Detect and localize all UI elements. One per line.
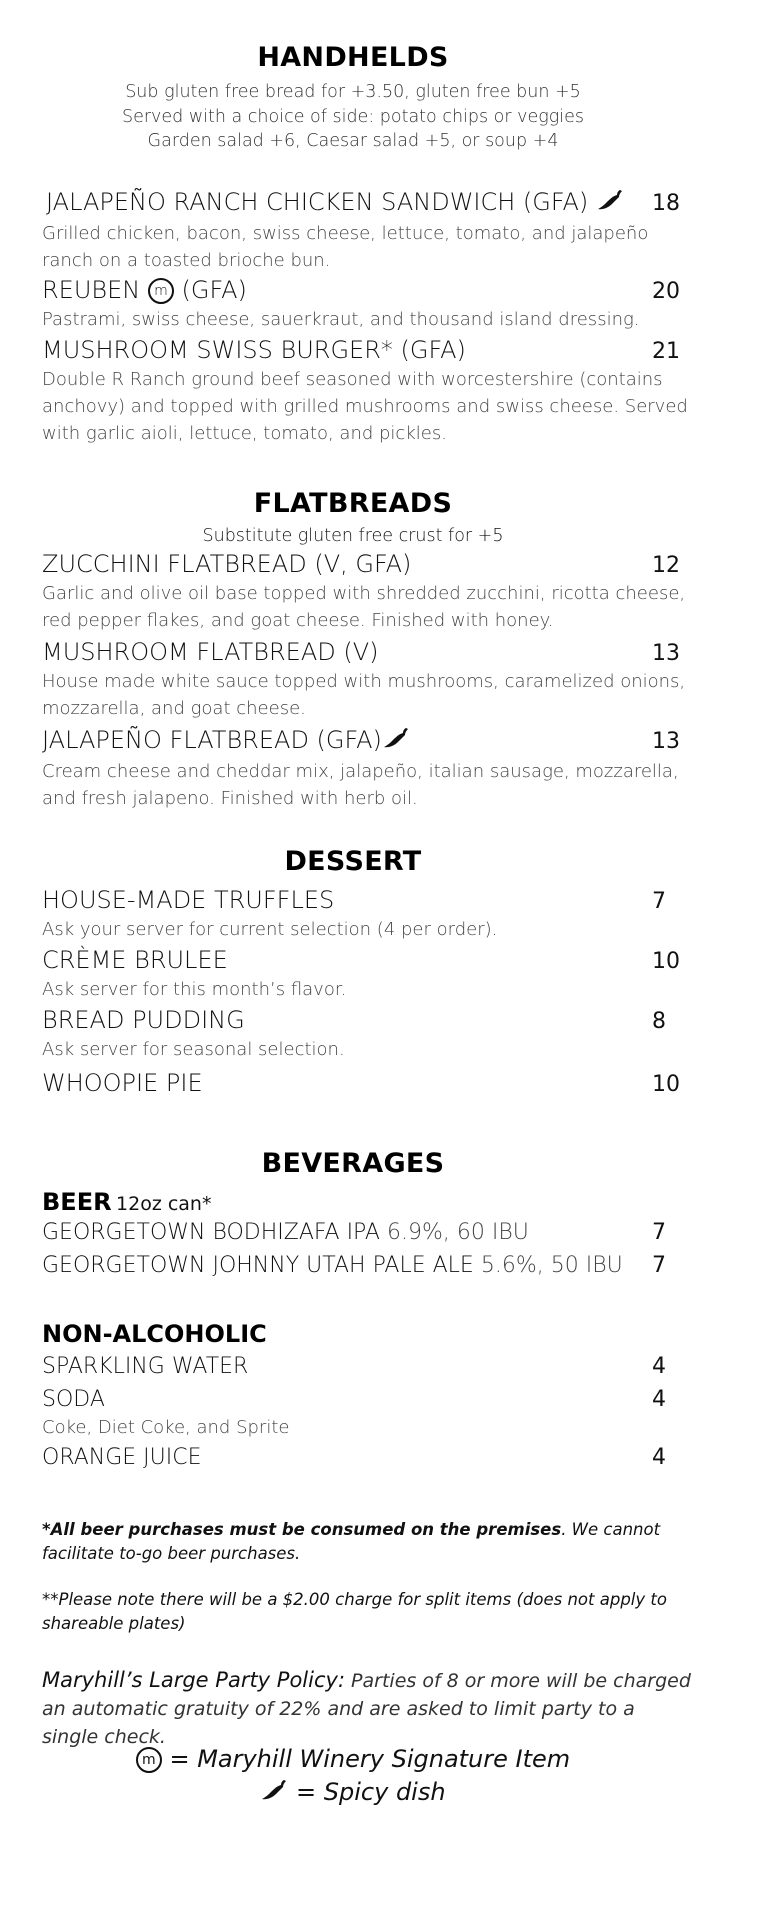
menu-item bbox=[42, 726, 692, 812]
item-abv: 6.9%, 60 IBU bbox=[386, 1220, 529, 1245]
non-alcoholic-label: NON-ALCOHOLIC bbox=[42, 1320, 267, 1348]
menu-item bbox=[42, 1445, 692, 1470]
menu-item bbox=[42, 1253, 692, 1278]
item-name: SODA bbox=[42, 1387, 105, 1412]
beverages-title: BEVERAGES bbox=[261, 1148, 445, 1179]
legend-spicy bbox=[0, 1778, 706, 1808]
item-name: REUBEN bbox=[42, 276, 141, 304]
item-price: 13 bbox=[652, 641, 680, 666]
menu-item bbox=[42, 336, 692, 447]
item-description: Ask your server for current selection (4 per order). bbox=[42, 919, 498, 940]
menu-item bbox=[42, 1220, 692, 1245]
item-price: 7 bbox=[652, 889, 666, 914]
item-description: Ask server for this month’s flavor. bbox=[42, 979, 347, 1000]
item-price: 7 bbox=[652, 1220, 666, 1245]
pepper-icon bbox=[596, 188, 624, 218]
item-name: JALAPEÑO FLATBREAD (GFA) bbox=[42, 726, 382, 754]
item-name: SPARKLING WATER bbox=[42, 1354, 249, 1379]
item-price: 18 bbox=[652, 191, 680, 216]
item-price: 4 bbox=[652, 1445, 666, 1470]
item-price: 13 bbox=[652, 729, 680, 754]
menu-item bbox=[42, 886, 692, 943]
beer-footnote-bold: *All beer purchases must be consumed on the premises bbox=[42, 1520, 562, 1539]
handhelds-notes bbox=[0, 80, 706, 154]
item-name-suffix: (GFA) bbox=[181, 276, 247, 304]
handhelds-title: HANDHELDS bbox=[257, 42, 449, 73]
item-name: MUSHROOM FLATBREAD (V) bbox=[42, 638, 379, 666]
item-price: 10 bbox=[652, 1072, 680, 1097]
legend-spicy-text: = Spicy dish bbox=[296, 1778, 446, 1806]
menu-item bbox=[42, 276, 692, 333]
flatbreads-title: FLATBREADS bbox=[253, 488, 453, 519]
item-name: ZUCCHINI FLATBREAD (V, GFA) bbox=[42, 550, 412, 578]
menu-item bbox=[42, 188, 692, 274]
item-abv: 5.6%, 50 IBU bbox=[480, 1253, 623, 1278]
item-name: GEORGETOWN BODHIZAFA IPA bbox=[42, 1220, 380, 1245]
non-alcoholic-heading bbox=[42, 1320, 692, 1348]
menu-item bbox=[42, 638, 692, 722]
handhelds-note: Garden salad +6, Caesar salad +5, or soup +4 bbox=[147, 131, 559, 151]
item-name: BREAD PUDDING bbox=[42, 1006, 245, 1034]
item-name: CRÈME BRULEE bbox=[42, 946, 228, 974]
beer-label: BEER bbox=[42, 1188, 112, 1216]
item-name: ORANGE JUICE bbox=[42, 1445, 202, 1470]
menu-item bbox=[42, 550, 692, 634]
item-name: JALAPEÑO RANCH CHICKEN SANDWICH (GFA) bbox=[46, 188, 589, 216]
item-price: 4 bbox=[652, 1387, 666, 1412]
policy-lead: Maryhill’s Large Party Policy: bbox=[42, 1668, 346, 1692]
beer-note: 12oz can* bbox=[116, 1193, 212, 1215]
item-price: 7 bbox=[652, 1253, 666, 1278]
item-name: WHOOPIE PIE bbox=[42, 1069, 203, 1097]
item-description: Ask server for seasonal selection. bbox=[42, 1039, 345, 1060]
item-description: Pastrami, swiss cheese, sauerkraut, and thousand island dressing. bbox=[42, 309, 640, 330]
item-description: House made white sauce topped with mushrooms, caramelized onions, mozzarella, and goat cheese. bbox=[42, 671, 686, 719]
item-description: Double R Ranch ground beef seasoned with worcestershire (contains anchovy) and topped with grilled mushrooms and swiss cheese. Served with garlic aioli, lettuce, tomato, and pickles. bbox=[42, 369, 688, 444]
menu-item bbox=[42, 946, 692, 1003]
pepper-icon bbox=[260, 1778, 288, 1808]
beer-footnote bbox=[42, 1518, 682, 1566]
item-price: 12 bbox=[652, 553, 680, 578]
beer-footnote-text: . We cannot facilitate to-go beer purchases. bbox=[42, 1520, 661, 1563]
menu-item bbox=[42, 1354, 692, 1379]
menu-item bbox=[42, 1006, 692, 1063]
large-party-policy bbox=[42, 1666, 692, 1751]
dessert-title: DESSERT bbox=[284, 846, 422, 877]
item-price: 8 bbox=[652, 1009, 666, 1034]
handhelds-note: Sub gluten free bread for +3.50, gluten free bun +5 bbox=[125, 82, 581, 102]
menu-item bbox=[42, 1387, 692, 1441]
item-description: Grilled chicken, bacon, swiss cheese, lettuce, tomato, and jalapeño ranch on a toasted brioche bun. bbox=[42, 223, 649, 271]
item-price: 20 bbox=[652, 279, 680, 304]
handhelds-note: Served with a choice of side: potato chips or veggies bbox=[121, 106, 585, 127]
pepper-icon bbox=[382, 726, 410, 756]
item-name: HOUSE-MADE TRUFFLES bbox=[42, 886, 335, 914]
item-price: 4 bbox=[652, 1354, 666, 1379]
policy-text: Parties of 8 or more will be charged an automatic gratuity of 22% and are asked to limit party to a single check. bbox=[42, 1670, 691, 1748]
item-name: GEORGETOWN JOHNNY UTAH PALE ALE bbox=[42, 1253, 474, 1278]
beer-heading bbox=[42, 1188, 692, 1216]
item-description: Garlic and olive oil base topped with shredded zucchini, ricotta cheese, red pepper flakes, and goat cheese. Finished with honey. bbox=[42, 583, 686, 631]
split-footnote: **Please note there will be a $2.00 charge for split items (does not apply to shareable plates) bbox=[42, 1590, 667, 1633]
item-description: Coke, Diet Coke, and Sprite bbox=[42, 1417, 290, 1438]
item-price: 10 bbox=[652, 949, 680, 974]
legend-signature-text: = Maryhill Winery Signature Item bbox=[169, 1745, 571, 1773]
signature-m-icon: m bbox=[148, 278, 174, 304]
item-name: MUSHROOM SWISS BURGER* (GFA) bbox=[42, 336, 466, 364]
legend-signature bbox=[0, 1745, 706, 1773]
menu-item bbox=[42, 1069, 692, 1097]
item-description: Cream cheese and cheddar mix, jalapeño, italian sausage, mozzarella, and fresh jalapeno. Finished with herb oil. bbox=[42, 761, 679, 809]
item-price: 21 bbox=[652, 339, 680, 364]
flatbreads-note: Substitute gluten free crust for +5 bbox=[202, 526, 504, 546]
signature-m-icon: m bbox=[136, 1747, 162, 1773]
